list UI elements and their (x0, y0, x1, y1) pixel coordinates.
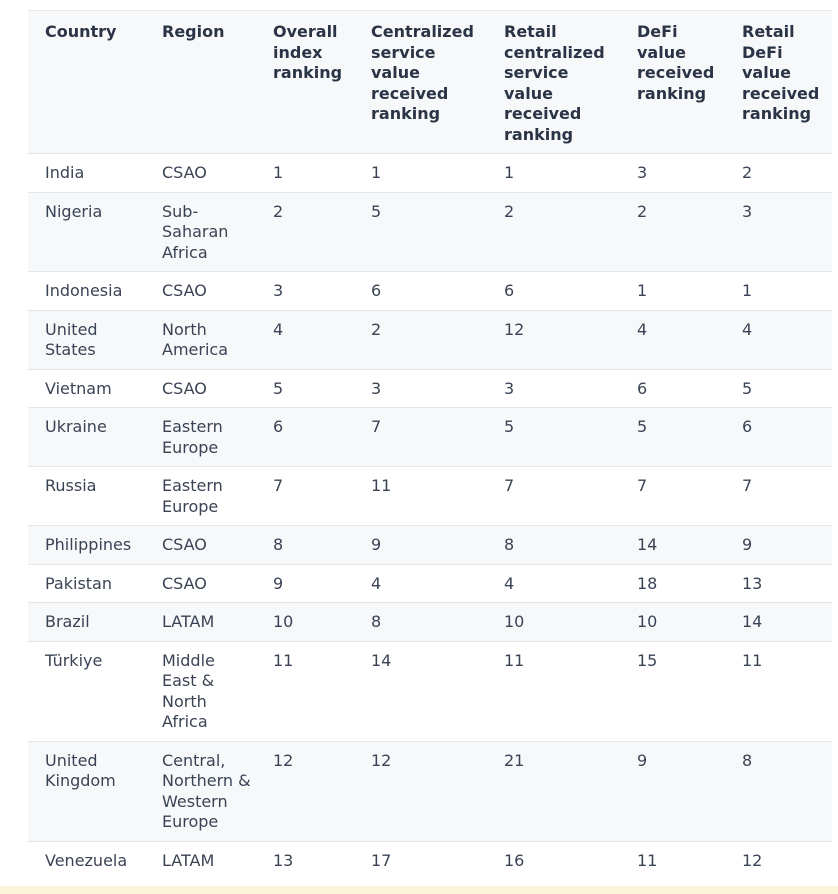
cell-country: Venezuela (45, 850, 128, 870)
cell-defi-rank: 11 (637, 850, 658, 870)
cell-country: United States (45, 319, 98, 359)
cell-overall-rank: 4 (273, 319, 284, 339)
cell-centralized-rank: 5 (371, 201, 382, 221)
cell-country: Brazil (45, 612, 90, 631)
cell-country: Nigeria (45, 201, 103, 221)
cell-country: India (45, 163, 85, 182)
cell-defi-rank: 15 (637, 650, 658, 670)
cell-region: North America (162, 319, 228, 359)
table-row (28, 408, 832, 467)
cell-retail-defi-rank: 12 (742, 850, 763, 870)
cell-retail-defi-rank: 7 (742, 476, 753, 495)
table-row (28, 369, 832, 408)
table-row (28, 741, 832, 841)
table-row (28, 192, 832, 272)
cell-retail-centralized-rank: 4 (504, 573, 515, 593)
header-region: Region (145, 11, 256, 154)
table-row (28, 272, 832, 311)
header-centralized-service-ranking: Centralized service value received ranking (354, 11, 487, 154)
cell-overall-rank: 5 (273, 378, 284, 398)
cell-retail-defi-rank: 11 (742, 650, 763, 670)
cell-region: Sub-Saharan Africa (162, 201, 229, 262)
table-row (28, 310, 832, 369)
cell-defi-rank: 14 (637, 535, 658, 554)
header-defi-ranking: DeFi value received ranking (620, 11, 725, 154)
cell-region: Eastern Europe (162, 476, 223, 516)
header-retail-centralized-ranking: Retail centralized service value received ranking (487, 11, 620, 154)
cell-retail-centralized-rank: 2 (504, 201, 515, 221)
cell-country: Vietnam (45, 378, 112, 398)
ranking-table (28, 11, 832, 879)
cell-overall-rank: 7 (273, 476, 284, 495)
cell-centralized-rank: 7 (371, 417, 382, 436)
cell-overall-rank: 6 (273, 417, 284, 436)
cell-defi-rank: 1 (637, 281, 648, 300)
cell-region: CSAO (162, 281, 207, 300)
header-retail-defi-ranking: Retail DeFi value received ranking (725, 11, 832, 154)
cell-region: CSAO (162, 378, 207, 398)
cell-region: LATAM (162, 612, 215, 631)
cell-retail-centralized-rank: 16 (504, 850, 525, 870)
table-header-row (28, 11, 832, 154)
cell-region: CSAO (162, 163, 207, 182)
cell-retail-defi-rank: 4 (742, 319, 753, 339)
table-row (28, 526, 832, 565)
cell-retail-centralized-rank: 8 (504, 535, 515, 554)
cell-retail-defi-rank: 13 (742, 573, 763, 593)
bottom-highlight-strip (0, 886, 838, 894)
cell-defi-rank: 2 (637, 201, 648, 221)
cell-retail-centralized-rank: 6 (504, 281, 515, 300)
cell-retail-defi-rank: 1 (742, 281, 753, 300)
cell-retail-defi-rank: 2 (742, 163, 753, 182)
header-overall-index-ranking: Overall index ranking (256, 11, 354, 154)
cell-defi-rank: 3 (637, 163, 648, 182)
cell-centralized-rank: 3 (371, 378, 382, 398)
cell-retail-centralized-rank: 10 (504, 612, 525, 631)
cell-centralized-rank: 1 (371, 163, 382, 182)
cell-centralized-rank: 17 (371, 850, 392, 870)
table-row (28, 641, 832, 741)
cell-retail-defi-rank: 14 (742, 612, 763, 631)
cell-country: United Kingdom (45, 750, 116, 790)
cell-retail-defi-rank: 6 (742, 417, 753, 436)
cell-region: Middle East & North Africa (162, 650, 215, 731)
cell-retail-centralized-rank: 11 (504, 650, 525, 670)
cell-defi-rank: 6 (637, 378, 648, 398)
header-country: Country (28, 11, 145, 154)
cell-overall-rank: 8 (273, 535, 284, 554)
cell-country: Indonesia (45, 281, 123, 300)
cell-retail-defi-rank: 3 (742, 201, 753, 221)
table-body (28, 154, 832, 880)
cell-centralized-rank: 11 (371, 476, 392, 495)
cell-country: Philippines (45, 535, 132, 554)
cell-overall-rank: 1 (273, 163, 284, 182)
cell-centralized-rank: 2 (371, 319, 382, 339)
cell-retail-defi-rank: 9 (742, 535, 753, 554)
cell-defi-rank: 7 (637, 476, 648, 495)
cell-overall-rank: 13 (273, 850, 294, 870)
cell-overall-rank: 2 (273, 201, 284, 221)
cell-overall-rank: 10 (273, 612, 294, 631)
cell-region: Eastern Europe (162, 417, 223, 457)
ranking-table-container (28, 10, 832, 879)
cell-country: Ukraine (45, 417, 107, 436)
cell-region: CSAO (162, 573, 207, 593)
cell-country: Pakistan (45, 573, 112, 593)
cell-retail-centralized-rank: 1 (504, 163, 515, 182)
table-row (28, 154, 832, 193)
cell-retail-defi-rank: 5 (742, 378, 753, 398)
cell-defi-rank: 4 (637, 319, 648, 339)
cell-overall-rank: 9 (273, 573, 284, 593)
cell-centralized-rank: 8 (371, 612, 382, 631)
cell-retail-centralized-rank: 3 (504, 378, 515, 398)
cell-region: CSAO (162, 535, 207, 554)
cell-region: Central, Northern & Western Europe (162, 750, 251, 831)
cell-centralized-rank: 4 (371, 573, 382, 593)
table-row (28, 841, 832, 879)
cell-overall-rank: 12 (273, 750, 294, 770)
cell-defi-rank: 5 (637, 417, 648, 436)
cell-overall-rank: 11 (273, 650, 294, 670)
cell-defi-rank: 18 (637, 573, 658, 593)
table-row (28, 564, 832, 603)
cell-region: LATAM (162, 850, 215, 870)
cell-country: Türkiye (45, 650, 103, 670)
cell-centralized-rank: 6 (371, 281, 382, 300)
cell-retail-centralized-rank: 5 (504, 417, 515, 436)
cell-retail-centralized-rank: 7 (504, 476, 515, 495)
table-row (28, 603, 832, 642)
cell-retail-centralized-rank: 21 (504, 750, 525, 770)
cell-defi-rank: 10 (637, 612, 658, 631)
cell-centralized-rank: 12 (371, 750, 392, 770)
cell-overall-rank: 3 (273, 281, 284, 300)
cell-retail-defi-rank: 8 (742, 750, 753, 770)
cell-centralized-rank: 9 (371, 535, 382, 554)
cell-country: Russia (45, 476, 97, 495)
cell-defi-rank: 9 (637, 750, 648, 770)
cell-retail-centralized-rank: 12 (504, 319, 525, 339)
table-row (28, 467, 832, 526)
cell-centralized-rank: 14 (371, 650, 392, 670)
